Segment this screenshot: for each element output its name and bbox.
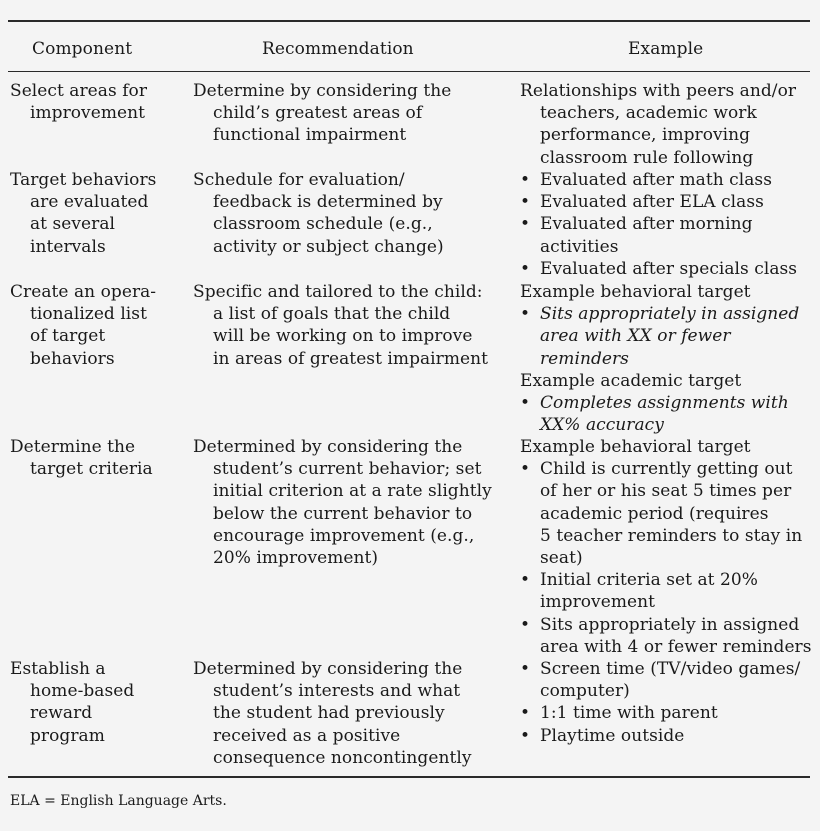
row-5-recommendation	[193, 658, 471, 769]
list-item-continuation: XX% accuracy	[540, 415, 664, 436]
row-4-recommendation-line: 20% improvement)	[213, 548, 379, 569]
row-4-component	[10, 436, 153, 480]
header-recommendation: Recommendation	[262, 39, 414, 59]
list-item: • Sits appropriately in assigned	[520, 614, 812, 636]
row-2-component-line: intervals	[30, 236, 106, 257]
list-item: • Playtime outside	[520, 725, 800, 747]
footnote: ELA = English Language Arts.	[10, 793, 227, 809]
row-1-recommendation-line: Determine by considering the	[193, 81, 452, 101]
row-5-recommendation-line: student’s interests and what	[213, 681, 461, 702]
list-item-continuation: improvement	[540, 592, 655, 613]
row-1-example-line: teachers, academic work	[540, 103, 757, 124]
row-5-component-line: home-based	[30, 681, 135, 702]
row-2-recommendation-line: classroom schedule (e.g.,	[213, 214, 433, 235]
row-3-example	[520, 281, 799, 436]
row-2-recommendation-line: activity or subject change)	[213, 236, 444, 257]
row-3-component-line: tionalized list	[30, 304, 147, 325]
row-5-component	[10, 658, 134, 747]
list-item: • Sits appropriately in assigned	[520, 303, 799, 325]
list-item: • Evaluated after ELA class	[520, 191, 797, 213]
row-3-recommendation-line: will be working on to improve	[213, 326, 473, 347]
row-4-recommendation-line: below the current behavior to	[213, 503, 473, 524]
list-item-continuation: 5 teacher reminders to stay in	[540, 525, 803, 546]
row-1-component-line: improvement	[30, 103, 145, 124]
row-5-recommendation-line: the student had previously	[213, 703, 445, 724]
list-item-continuation: activities	[540, 236, 619, 257]
header-rule	[8, 71, 810, 72]
row-5-component-line: reward	[30, 703, 93, 724]
row-4-recommendation-line: student’s current behavior; set	[213, 459, 482, 480]
list-item-continuation: of her or his seat 5 times per	[540, 481, 792, 502]
row-5-recommendation-line: received as a positive	[213, 725, 401, 746]
row-4-recommendation-line: initial criterion at a rate slightly	[213, 481, 492, 502]
row-4-component-line: target criteria	[30, 459, 153, 480]
example-label: Example behavioral target	[520, 437, 751, 457]
row-2-component-line: Target behaviors	[10, 170, 157, 190]
row-1-component	[10, 80, 147, 124]
row-3-component-line: Create an opera-	[10, 282, 157, 302]
list-item-continuation: reminders	[540, 348, 629, 369]
bottom-rule	[8, 776, 810, 778]
row-2-example	[520, 169, 797, 280]
row-2-component-line: at several	[30, 214, 116, 235]
row-4-example	[520, 436, 812, 658]
row-3-component-line: of target	[30, 326, 106, 347]
row-1-recommendation	[193, 80, 451, 147]
list-item-continuation: area with XX or fewer	[540, 326, 731, 347]
row-1-example-line: performance, improving	[540, 125, 751, 146]
row-3-component-line: behaviors	[30, 348, 115, 369]
row-1-recommendation-line: child’s greatest areas of	[213, 103, 423, 124]
row-5-component-line: program	[30, 725, 105, 746]
list-item-continuation: seat)	[540, 548, 583, 569]
row-1-recommendation-line: functional impairment	[213, 125, 407, 146]
example-label: Example behavioral target	[520, 282, 751, 302]
list-item-continuation: computer)	[540, 681, 630, 702]
row-2-recommendation-line: Schedule for evaluation/	[193, 170, 405, 190]
row-1-example-line: classroom rule following	[540, 147, 754, 168]
row-1-component-line: Select areas for	[10, 81, 147, 101]
row-1-example	[520, 80, 796, 169]
row-3-recommendation-line: in areas of greatest impairment	[213, 348, 489, 369]
list-item: • 1:1 time with parent	[520, 702, 800, 724]
row-3-component	[10, 281, 156, 370]
row-3-recommendation	[193, 281, 488, 370]
row-2-component	[10, 169, 156, 258]
list-item-continuation: area with 4 or fewer reminders	[540, 636, 812, 657]
row-4-recommendation-line: Determined by considering the	[193, 437, 463, 457]
row-5-example	[520, 658, 800, 747]
list-item-continuation: academic period (requires	[540, 503, 769, 524]
row-4-recommendation	[193, 436, 492, 569]
row-2-recommendation-line: feedback is determined by	[213, 192, 443, 213]
row-5-recommendation-line: Determined by considering the	[193, 659, 463, 679]
example-label: Example academic target	[520, 370, 742, 391]
header-example: Example	[628, 39, 704, 59]
row-1-example-line: Relationships with peers and/or	[520, 81, 797, 101]
list-item: • Completes assignments with	[520, 392, 799, 414]
header-component: Component	[32, 39, 133, 59]
list-item: • Evaluated after morning	[520, 213, 797, 235]
row-2-component-line: are evaluated	[30, 192, 149, 213]
top-rule	[8, 20, 810, 22]
row-4-recommendation-line: encourage improvement (e.g.,	[213, 525, 475, 546]
row-3-recommendation-line: Specific and tailored to the child:	[193, 282, 483, 302]
list-item: • Evaluated after math class	[520, 169, 797, 191]
list-item: • Initial criteria set at 20%	[520, 569, 812, 591]
list-item: • Screen time (TV/video games/	[520, 658, 800, 680]
row-4-component-line: Determine the	[10, 437, 136, 457]
row-5-component-line: Establish a	[10, 659, 106, 679]
row-5-recommendation-line: consequence noncontingently	[213, 747, 472, 768]
list-item: • Child is currently getting out	[520, 458, 812, 480]
row-2-recommendation	[193, 169, 444, 258]
list-item: • Evaluated after specials class	[520, 258, 797, 280]
row-3-recommendation-line: a list of goals that the child	[213, 304, 451, 325]
